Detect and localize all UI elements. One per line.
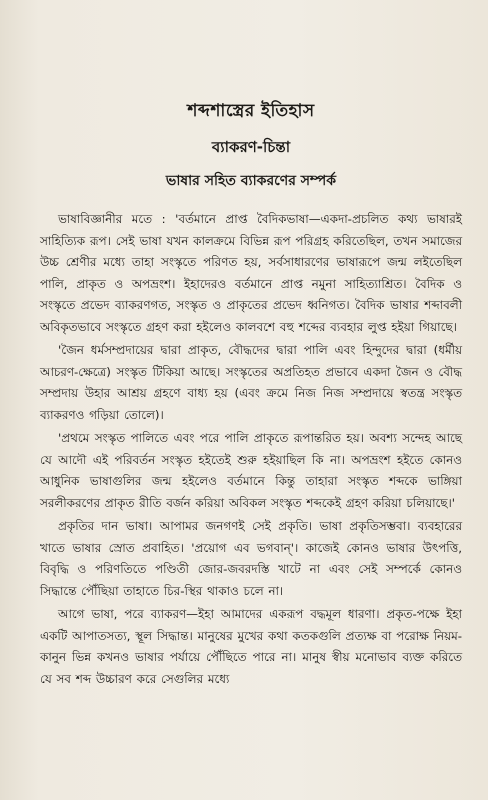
page-title: শব্দশাস্ত্রের ইতিহাস (187, 101, 315, 121)
paragraph: আগে ভাষা, পরে ব্যাকরণ—ইহা আমাদের একরূপ বদ্ধমূল ধারণা। প্রকৃত-পক্ষে ইহা একটি আপাতসত্য, স্থূল সিদ্ধান্ত। মানুষের মুখের কথা কতকগুলি প্রত্যক্ষ বা পরোক্ষ নিয়ম-কানুন ভিন্ন কখনও ভাষার পর্যায়ে পৌঁছিতে পারে না। মানুষ স্বীয় মনোভাব ব্যক্ত করিতে যে সব শব্দ উচ্চারণ করে সেগুলির মধ্যে (40, 607, 462, 686)
paragraph: প্রকৃতির দান ভাষা। আপামর জনগণই সেই প্রকৃতি। ভাষা প্রকৃতিসম্ভবা। ব্যবহারের খাতে ভাষার স্রোত প্রবাহিত। 'প্রয়োগ এব ভগবান্'। কাজেই কোনও ভাষার উৎপত্তি, বিবৃদ্ধি ও পরিণতিতে পণ্ডিতী জোর-জবরদস্তি খাটে না এবং সেই সম্পর্কে কোনও সিদ্ধান্তে পৌঁছিয়া তাহাতে চির-স্থির থাকাও চলে না। (40, 519, 462, 598)
paragraph: 'জৈন ধর্মসম্প্রদায়ের দ্বারা প্রাকৃত, বৌদ্ধদের দ্বারা পালি এবং হিন্দুদের দ্বারা (ধর্মীয় আচরণ-ক্ষেত্রে) সংস্কৃত টিকিয়া আছে। সংস্কৃতের অপ্রতিহত প্রভাবে একদা জৈন ও বৌদ্ধ সম্প্রদায় উহার আশ্রয় গ্রহণে বাধ্য হয় (এবং ক্রমে নিজ নিজ সম্প্রদায়ে স্বতন্ত্র সংস্কৃত ব্যাকরণও গড়িয়া তোলে)। (40, 343, 462, 422)
section-title: ব্যাকরণ-চিন্তা (211, 138, 291, 156)
paragraph: ভাষাবিজ্ঞানীর মতে : 'বর্তমানে প্রাপ্ত বৈদিকভাষা—একদা-প্রচলিত কথ্য ভাষারই সাহিত্যিক রূপ। সেই ভাষা যখন কালক্রমে বিভিন্ন রূপ পরিগ্রহ করিতেছিল, তখন সমাজের উচ্চ শ্রেণীর মধ্যে তাহা সংস্কৃতে পরিণত হয়, সর্বসাধারণের ভাষারূপে জন্ম লইতেছিল পালি, প্রাকৃত ও অপভ্রংশ। ইহাদেরও বর্তমানে প্রাপ্ত নমুনা সাহিত্যাশ্রিত। বৈদিক ও সংস্কৃতে প্রভেদ ব্যাকরণগত, সংস্কৃত ও প্রাকৃতের প্রভেদ ধ্বনিগত। বৈদিক ভাষার শব্দাবলী অবিকৃতভাবে সংস্কৃতে গ্রহণ করা হইলেও কালবশে বহু শব্দের ব্যবহার লুপ্ত হইয়া গিয়াছে। (40, 212, 462, 334)
section-subtitle: ভাষার সহিত ব্যাকরণের সম্পর্ক (165, 173, 337, 189)
paragraph: 'প্রথমে সংস্কৃত পালিতে এবং পরে পালি প্রাকৃতে রূপান্তরিত হয়। অবশ্য সন্দেহ আছে যে আদৌ এই পরিবর্তন সংস্কৃত হইতেই শুরু হইয়াছিল কি না। অপভ্রংশ হইতে কোনও আধুনিক ভাষাগুলির জন্ম হইলেও বর্তমানে কিন্তু তাহারা সংস্কৃত শব্দকে ভাঙ্গিয়া সরলীকরণের প্রাকৃত রীতি বর্জন করিয়া অবিকল সংস্কৃত শব্দকেই গ্রহণ করিয়া চলিয়াছে।' (40, 431, 462, 510)
